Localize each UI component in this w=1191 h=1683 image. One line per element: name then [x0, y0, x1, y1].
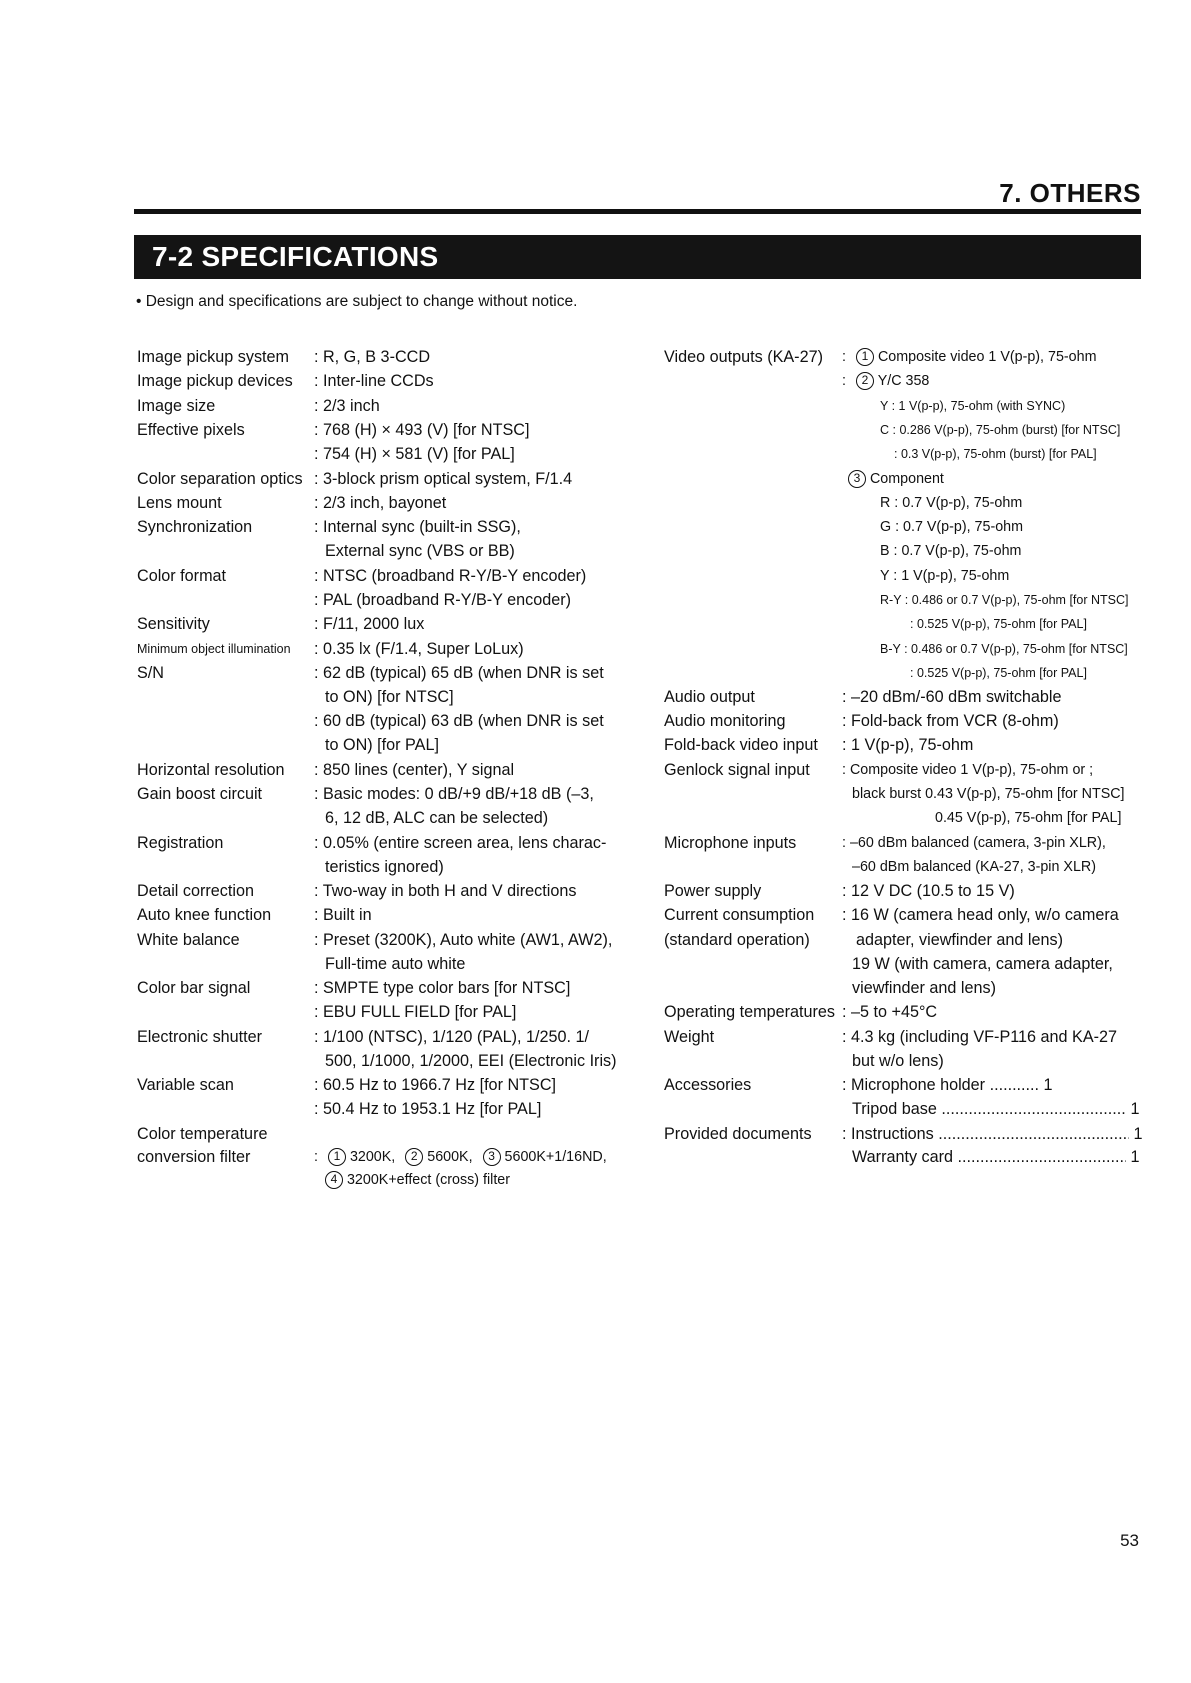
filter-option: 3200K+effect (cross) filter: [346, 1172, 511, 1188]
document-qty: 1: [1133, 1125, 1143, 1143]
spec-value: : Two-way in both H and V directions: [314, 882, 577, 900]
spec-value: 6, 12 dB, ALC can be selected): [325, 809, 549, 827]
spec-value: black burst 0.43 V(p-p), 75-ohm [for NTSC]: [852, 786, 1125, 802]
spec-label: Video outputs (KA-27): [664, 348, 823, 366]
spec-value: : 2/3 inch: [314, 397, 380, 415]
spec-label: Lens mount: [137, 494, 222, 512]
output-type: Composite video 1 V(p-p), 75-ohm: [877, 349, 1097, 365]
spec-value: : –20 dBm/-60 dBm switchable: [842, 688, 1062, 706]
spec-value: : 4.3 kg (including VF-P116 and KA-27: [842, 1028, 1118, 1046]
circled-number: 2: [405, 1148, 423, 1166]
colon: :: [842, 373, 846, 389]
spec-value: : 768 (H) × 493 (V) [for NTSC]: [314, 421, 530, 439]
spec-value: 19 W (with camera, camera adapter,: [852, 955, 1113, 973]
spec-label: Power supply: [664, 882, 762, 900]
spec-value: : 0.525 V(p-p), 75-ohm [for PAL]: [910, 617, 1087, 631]
spec-value: C : 0.286 V(p-p), 75-ohm (burst) [for NTSC]: [880, 423, 1121, 437]
spec-value: : NTSC (broadband R-Y/B-Y encoder): [314, 567, 587, 585]
spec-label: (standard operation): [664, 931, 810, 949]
spec-value: : 0.525 V(p-p), 75-ohm [for PAL]: [910, 666, 1087, 680]
spec-value: to ON) [for PAL]: [325, 736, 439, 754]
spec-value: : 2/3 inch, bayonet: [314, 494, 447, 512]
spec-label: conversion filter: [137, 1148, 251, 1166]
accessory-qty: 1: [1043, 1076, 1053, 1094]
spec-value: : 12 V DC (10.5 to 15 V): [842, 882, 1015, 900]
document-name: Warranty card .....: [852, 1147, 1126, 1167]
spec-value: [842, 371, 929, 391]
spec-value: : EBU FULL FIELD [for PAL]: [314, 1003, 517, 1021]
spec-value: 0.45 V(p-p), 75-ohm [for PAL]: [935, 810, 1122, 826]
spec-value: : –60 dBm balanced (camera, 3-pin XLR),: [842, 835, 1106, 851]
spec-value: : Fold-back from VCR (8-ohm): [842, 712, 1059, 730]
spec-label: Audio output: [664, 688, 755, 706]
colon: :: [842, 1076, 847, 1094]
spec-value: Full-time auto white: [325, 955, 466, 973]
spec-label: Sensitivity: [137, 615, 210, 633]
spec-value: : Composite video 1 V(p-p), 75-ohm or ;: [842, 762, 1094, 778]
spec-value: teristics ignored): [325, 858, 444, 876]
spec-label: Color temperature: [137, 1125, 268, 1143]
spec-value: adapter, viewfinder and lens): [856, 931, 1063, 949]
filter-option: 3200K,: [349, 1149, 396, 1165]
filter-option: 5600K,: [427, 1149, 473, 1165]
circled-number: 3: [848, 470, 866, 488]
spec-value: : 0.05% (entire screen area, lens charac-: [314, 834, 607, 852]
spec-value: but w/o lens): [852, 1052, 944, 1070]
spec-value: –60 dBm balanced (KA-27, 3-pin XLR): [852, 859, 1096, 875]
colon: :: [842, 349, 846, 365]
spec-label: Electronic shutter: [137, 1028, 263, 1046]
spec-value: [848, 469, 944, 489]
spec-label: Synchronization: [137, 518, 253, 536]
circled-number: 4: [325, 1171, 343, 1189]
spec-value: : 60.5 Hz to 1966.7 Hz [for NTSC]: [314, 1076, 557, 1094]
spec-value: : 0.35 lx (F/1.4, Super LoLux): [314, 640, 524, 658]
spec-value: : 62 dB (typical) 65 dB (when DNR is set: [314, 664, 604, 682]
spec-label: Color bar signal: [137, 979, 251, 997]
spec-value: : PAL (broadband R-Y/B-Y encoder): [314, 591, 572, 609]
spec-value: : 3-block prism optical system, F/1.4: [314, 470, 573, 488]
spec-value: : Internal sync (built-in SSG),: [314, 518, 521, 536]
spec-value: to ON) [for NTSC]: [325, 688, 454, 706]
circled-number: 1: [328, 1148, 346, 1166]
spec-label: Operating temperatures: [664, 1003, 835, 1021]
document-item: [852, 1147, 1140, 1167]
spec-label: Gain boost circuit: [137, 785, 263, 803]
spec-value: [842, 347, 1096, 367]
accessory-name: Tripod base .....: [852, 1099, 1126, 1119]
spec-label: Weight: [664, 1028, 715, 1046]
spec-label: Variable scan: [137, 1076, 234, 1094]
page-number: 53: [1120, 1531, 1139, 1550]
spec-value: : F/11, 2000 lux: [314, 615, 425, 633]
circled-number: 1: [856, 348, 874, 366]
colon: :: [842, 1125, 847, 1143]
notice-text: • Design and specifications are subject to change without notice.: [136, 293, 578, 310]
accessory-item: [842, 1075, 1053, 1095]
spec-value: [314, 1147, 607, 1167]
spec-value: B : 0.7 V(p-p), 75-ohm: [880, 543, 1022, 559]
spec-value: : 50.4 Hz to 1953.1 Hz [for PAL]: [314, 1100, 542, 1118]
output-type: Component: [869, 471, 944, 487]
spec-label: Image pickup devices: [137, 372, 293, 390]
spec-value: : 0.3 V(p-p), 75-ohm (burst) [for PAL]: [894, 447, 1097, 461]
filter-option: 5600K+1/16ND,: [504, 1149, 607, 1165]
spec-value: B-Y : 0.486 or 0.7 V(p-p), 75-ohm [for NTSC]: [880, 642, 1128, 656]
spec-value: G : 0.7 V(p-p), 75-ohm: [880, 519, 1024, 535]
spec-value: : 60 dB (typical) 63 dB (when DNR is set: [314, 712, 604, 730]
spec-label: Provided documents: [664, 1125, 812, 1143]
spec-value: R : 0.7 V(p-p), 75-ohm: [880, 495, 1023, 511]
circled-number: 3: [483, 1148, 501, 1166]
document-qty: 1: [1130, 1148, 1140, 1166]
spec-value: : Basic modes: 0 dB/+9 dB/+18 dB (–3,: [314, 785, 594, 803]
spec-label: Color separation optics: [137, 470, 303, 488]
spec-label: White balance: [137, 931, 240, 949]
chapter-title: 7. OTHERS: [999, 178, 1141, 208]
circled-number: 2: [856, 372, 874, 390]
spec-value: : R, G, B 3-CCD: [314, 348, 431, 366]
spec-value: : Built in: [314, 906, 372, 924]
spec-value: : –5 to +45°C: [842, 1003, 938, 1021]
spec-label: Image pickup system: [137, 348, 290, 366]
spec-label: Horizontal resolution: [137, 761, 285, 779]
spec-label: Registration: [137, 834, 224, 852]
accessory-qty: 1: [1130, 1100, 1140, 1118]
spec-label: Microphone inputs: [664, 834, 797, 852]
spec-value: : 754 (H) × 581 (V) [for PAL]: [314, 445, 515, 463]
spec-value: viewfinder and lens): [852, 979, 996, 997]
spec-value: External sync (VBS or BB): [325, 542, 515, 560]
spec-label: Minimum object illumination: [137, 642, 291, 656]
spec-label: Effective pixels: [137, 421, 245, 439]
spec-label: Genlock signal input: [664, 761, 810, 779]
document-name: Instructions .....: [851, 1124, 1129, 1144]
spec-value: : 1 V(p-p), 75-ohm: [842, 736, 974, 754]
accessory-name: Microphone holder .....: [851, 1075, 1039, 1095]
spec-value: Y : 1 V(p-p), 75-ohm (with SYNC): [880, 399, 1066, 413]
document-item: [842, 1124, 1143, 1144]
spec-label: Image size: [137, 397, 216, 415]
spec-label: Auto knee function: [137, 906, 272, 924]
section-banner: [134, 235, 1141, 279]
output-type: Y/C 358: [877, 373, 930, 389]
spec-label: Detail correction: [137, 882, 254, 900]
spec-value: : SMPTE type color bars [for NTSC]: [314, 979, 571, 997]
spec-value: Y : 1 V(p-p), 75-ohm: [880, 568, 1010, 584]
colon: :: [314, 1149, 318, 1165]
spec-value: : 1/100 (NTSC), 1/120 (PAL), 1/250. 1/: [314, 1028, 590, 1046]
spec-value: R-Y : 0.486 or 0.7 V(p-p), 75-ohm [for NTSC]: [880, 593, 1129, 607]
header-rule: [134, 209, 1141, 214]
spec-label: Audio monitoring: [664, 712, 786, 730]
spec-value: [325, 1170, 510, 1190]
spec-value: 500, 1/1000, 1/2000, EEI (Electronic Iris): [325, 1052, 617, 1070]
spec-value: : 16 W (camera head only, w/o camera: [842, 906, 1119, 924]
spec-label: Accessories: [664, 1076, 752, 1094]
spec-value: : Inter-line CCDs: [314, 372, 434, 390]
accessory-item: [852, 1099, 1140, 1119]
section-title: 7-2 SPECIFICATIONS: [152, 241, 439, 272]
spec-label: Current consumption: [664, 906, 815, 924]
spec-label: Color format: [137, 567, 227, 585]
spec-label: Fold-back video input: [664, 736, 818, 754]
spec-value: : Preset (3200K), Auto white (AW1, AW2),: [314, 931, 613, 949]
spec-label: S/N: [137, 664, 164, 682]
spec-value: : 850 lines (center), Y signal: [314, 761, 515, 779]
